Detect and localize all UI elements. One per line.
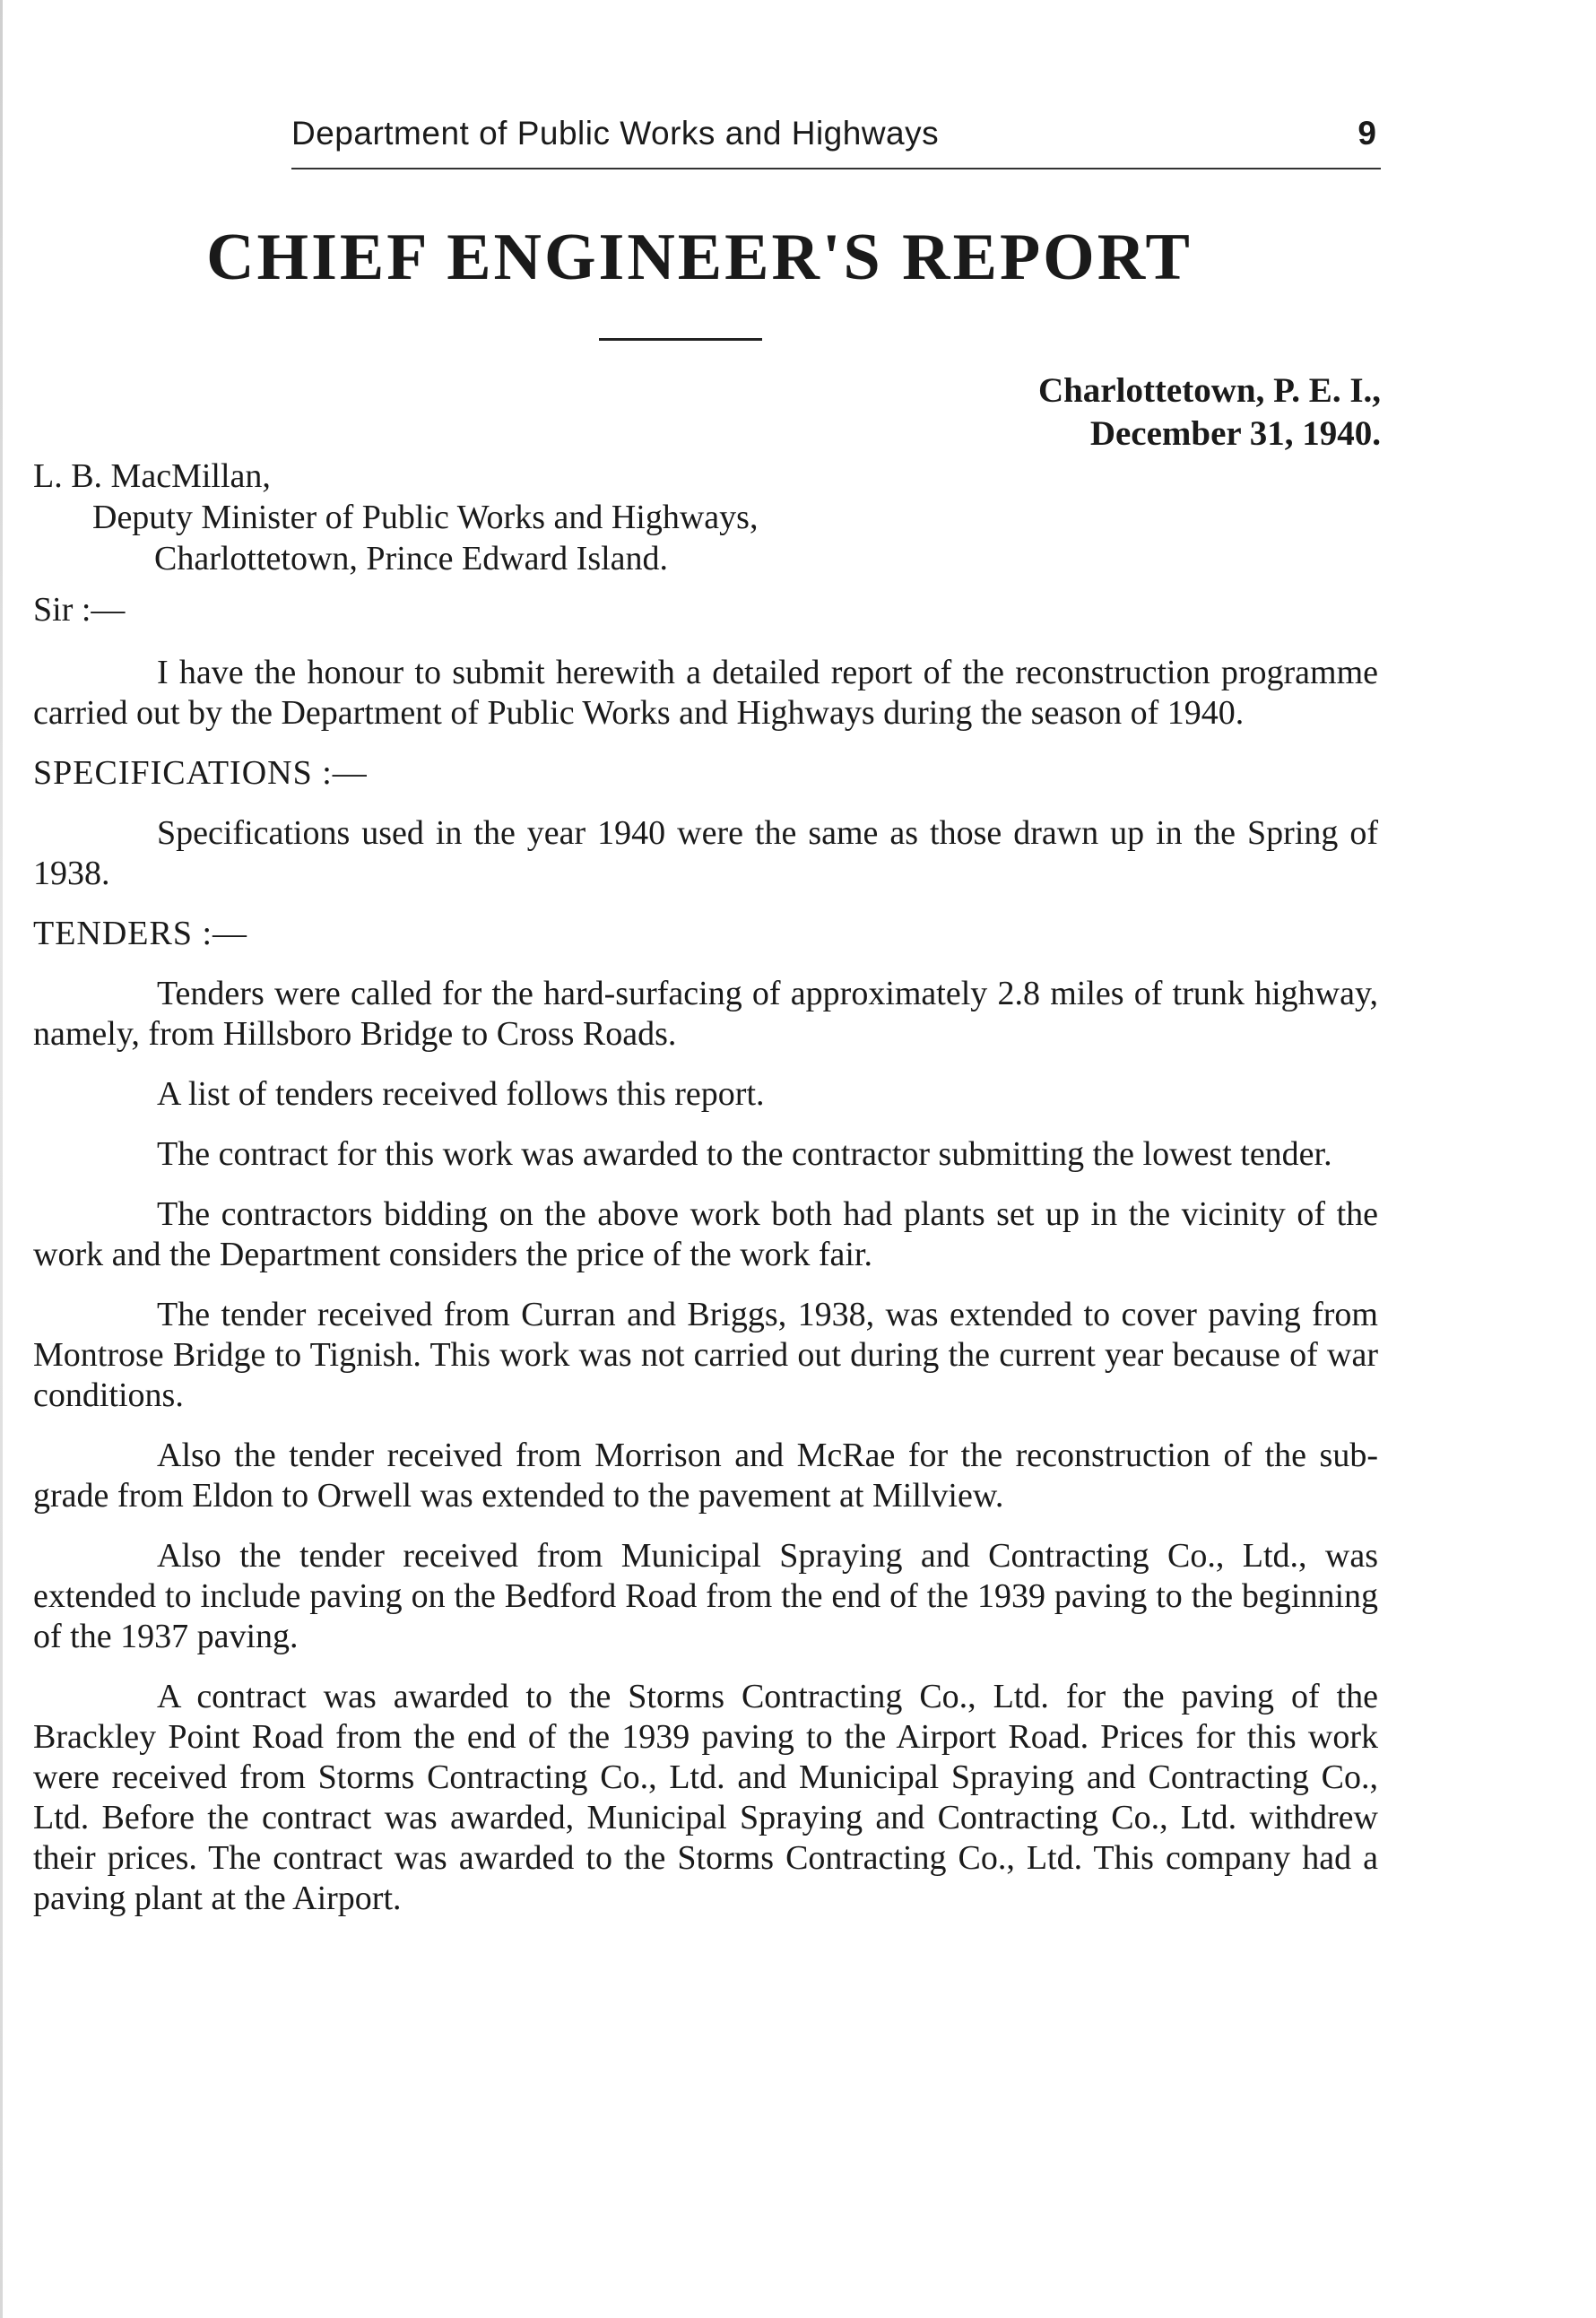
specifications-heading: SPECIFICATIONS :—: [33, 754, 368, 792]
specifications-paragraph: Specifications used in the year 1940 were the same as those drawn up in the Spring of 1938.: [33, 814, 1378, 892]
addressee-location: Charlottetown, Prince Edward Island.: [154, 540, 669, 577]
running-header: [291, 115, 1376, 160]
date: December 31, 1940.: [1089, 414, 1381, 453]
tenders-paragraph: The tender received from Curran and Briggs, 1938, was extended to cover paving from Montrose Bridge to Tignish. This work was not carried out during the current year because of war conditions.: [33, 1296, 1378, 1414]
addressee-position: Deputy Minister of Public Works and Highways,: [92, 499, 759, 536]
report-title: CHIEF ENGINEER'S REPORT: [206, 221, 1193, 294]
tenders-paragraph: The contractors bidding on the above work both had plants set up in the vicinity of the work and the Department considers the price of the work fair.: [33, 1195, 1378, 1273]
addressee-name: L. B. MacMillan,: [33, 457, 271, 495]
tenders-paragraph: Also the tender received from Morrison and McRae for the reconstruction of the sub-grade from Eldon to Orwell was extended to the pavement at Millview.: [33, 1437, 1378, 1515]
page-number: 9: [1357, 115, 1376, 152]
report-body: [33, 653, 1378, 1939]
tenders-paragraph: Tenders were called for the hard-surfacing of approximately 2.8 miles of trunk highway, namely, from Hillsboro Bridge to Cross Roads.: [33, 975, 1378, 1053]
tenders-paragraph: A list of tenders received follows this report.: [157, 1075, 765, 1113]
place: Charlottetown, P. E. I.,: [1037, 371, 1381, 410]
tenders-paragraph: Also the tender received from Municipal Spraying and Contracting Co., Ltd., was extended to include paving on the Bedford Road from the end of the 1939 paving to the beginning of the 1937 paving.: [33, 1537, 1378, 1655]
addressee-block: [33, 456, 758, 579]
place-date: [1038, 369, 1381, 456]
title-rule: [599, 338, 762, 341]
running-title: Department of Public Works and Highways: [291, 115, 940, 152]
salutation: Sir :—: [33, 591, 126, 629]
tenders-paragraph: The contract for this work was awarded to the contractor submitting the lowest tender.: [157, 1135, 1332, 1173]
tenders-heading: TENDERS :—: [33, 915, 248, 952]
header-rule: [291, 168, 1381, 169]
tenders-paragraph: A contract was awarded to the Storms Contracting Co., Ltd. for the paving of the Brackley Point Road from the end of the 1939 paving to the Airport Road. Prices for this work were received from Storms Contracting Co., Ltd. and Municipal Spraying and Contracting Co., Ltd. Before the contract was awarded, Municipal Spraying and Contracting Co., Ltd. withdrew their prices. The contract was awarded to the Storms Contracting Co., Ltd. This company had a paving plant at the Airport.: [33, 1678, 1378, 1917]
intro-paragraph: I have the honour to submit herewith a detailed report of the reconstruction programme carried out by the Department of Public Works and Highways during the season of 1940.: [33, 654, 1378, 732]
